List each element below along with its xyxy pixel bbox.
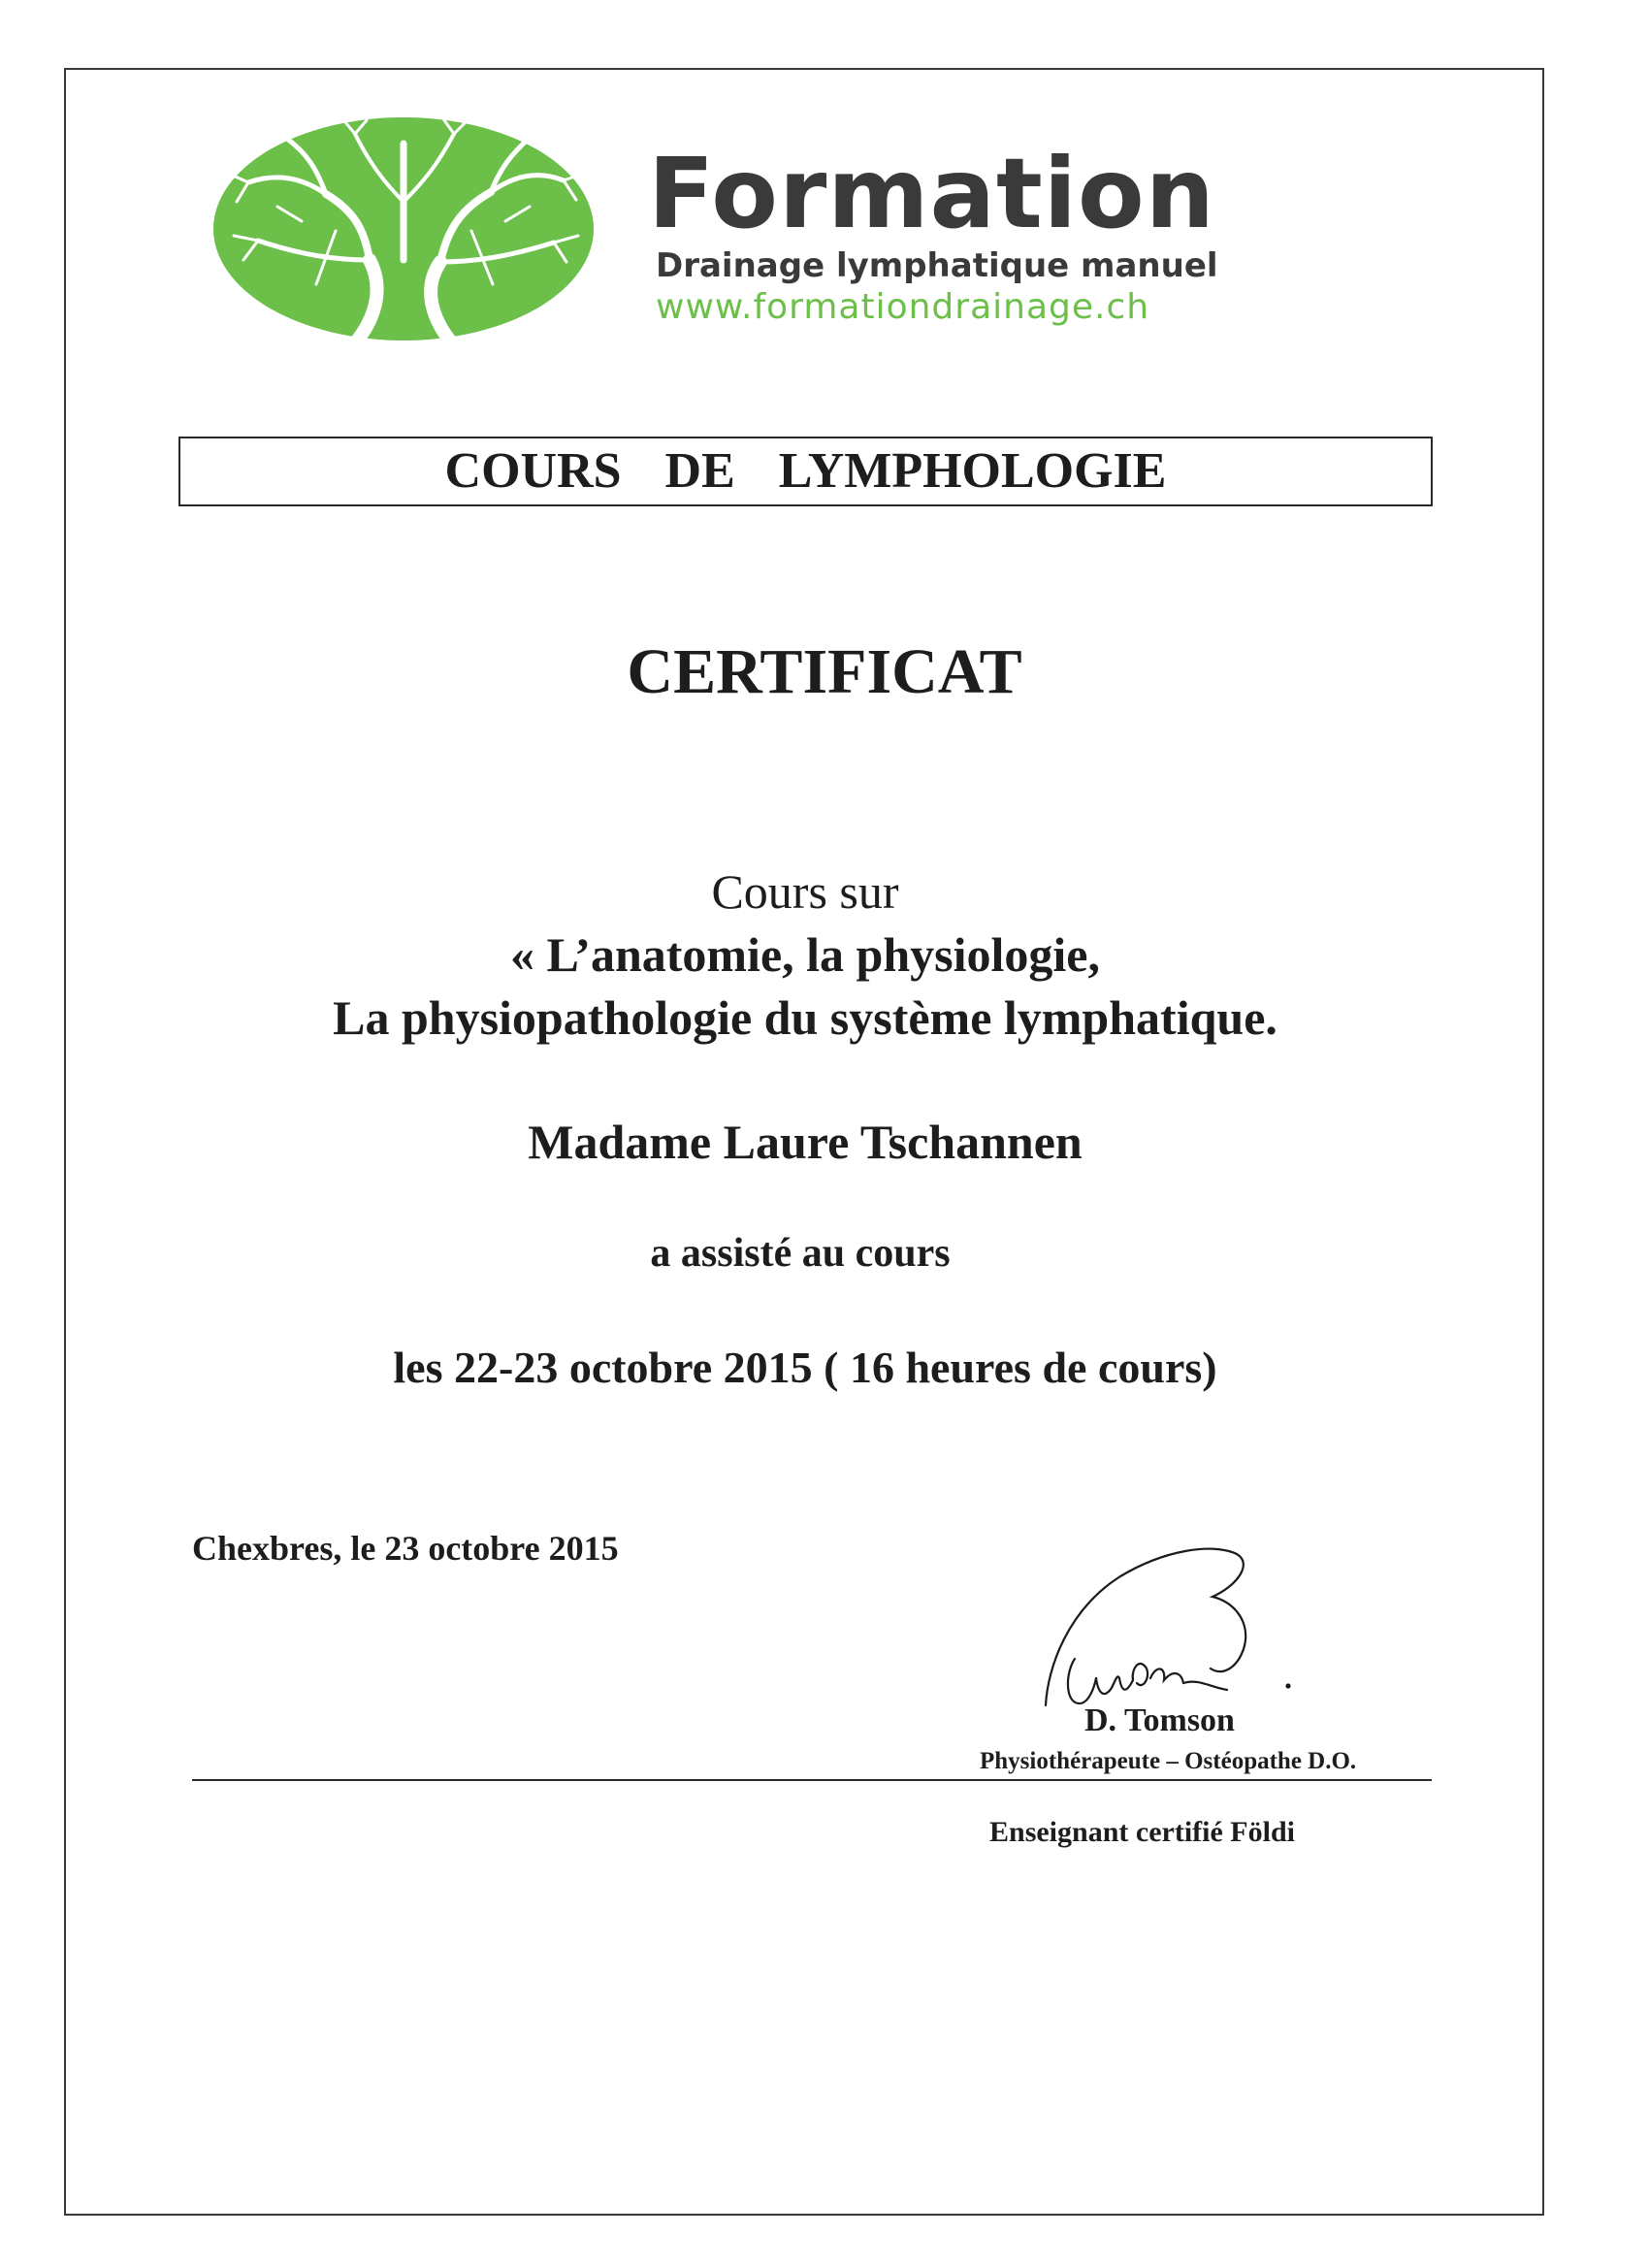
course-title-line-2: La physiopathologie du système lymphatique. xyxy=(333,990,1277,1045)
brand-url: www.formationdrainage.ch xyxy=(656,287,1150,327)
signature xyxy=(1028,1533,1319,1727)
course-dates: les 22-23 octobre 2015 ( 16 heures de cours) xyxy=(393,1343,1217,1392)
signature-line xyxy=(192,1779,1432,1781)
place-and-date: Chexbres, le 23 octobre 2015 xyxy=(192,1529,619,1568)
certification-note: Enseignant certifié Földi xyxy=(989,1816,1295,1848)
signer-name: D. Tomson xyxy=(1084,1702,1235,1738)
course-heading: COURS DE LYMPHOLOGIE xyxy=(178,437,1433,506)
certificate-title: CERTIFICAT xyxy=(627,636,1022,707)
signer-role: Physiothérapeute – Ostéopathe D.O. xyxy=(980,1748,1357,1774)
tree-icon xyxy=(210,114,598,347)
attendance-text: a assisté au cours xyxy=(650,1231,951,1276)
course-title-line-1: « L’anatomie, la physiologie, xyxy=(510,927,1100,982)
course-intro: Cours sur xyxy=(711,864,899,919)
brand-title: Formation xyxy=(648,137,1215,250)
brand-subtitle: Drainage lymphatique manuel xyxy=(656,246,1218,285)
participant-name: Madame Laure Tschannen xyxy=(528,1115,1083,1169)
